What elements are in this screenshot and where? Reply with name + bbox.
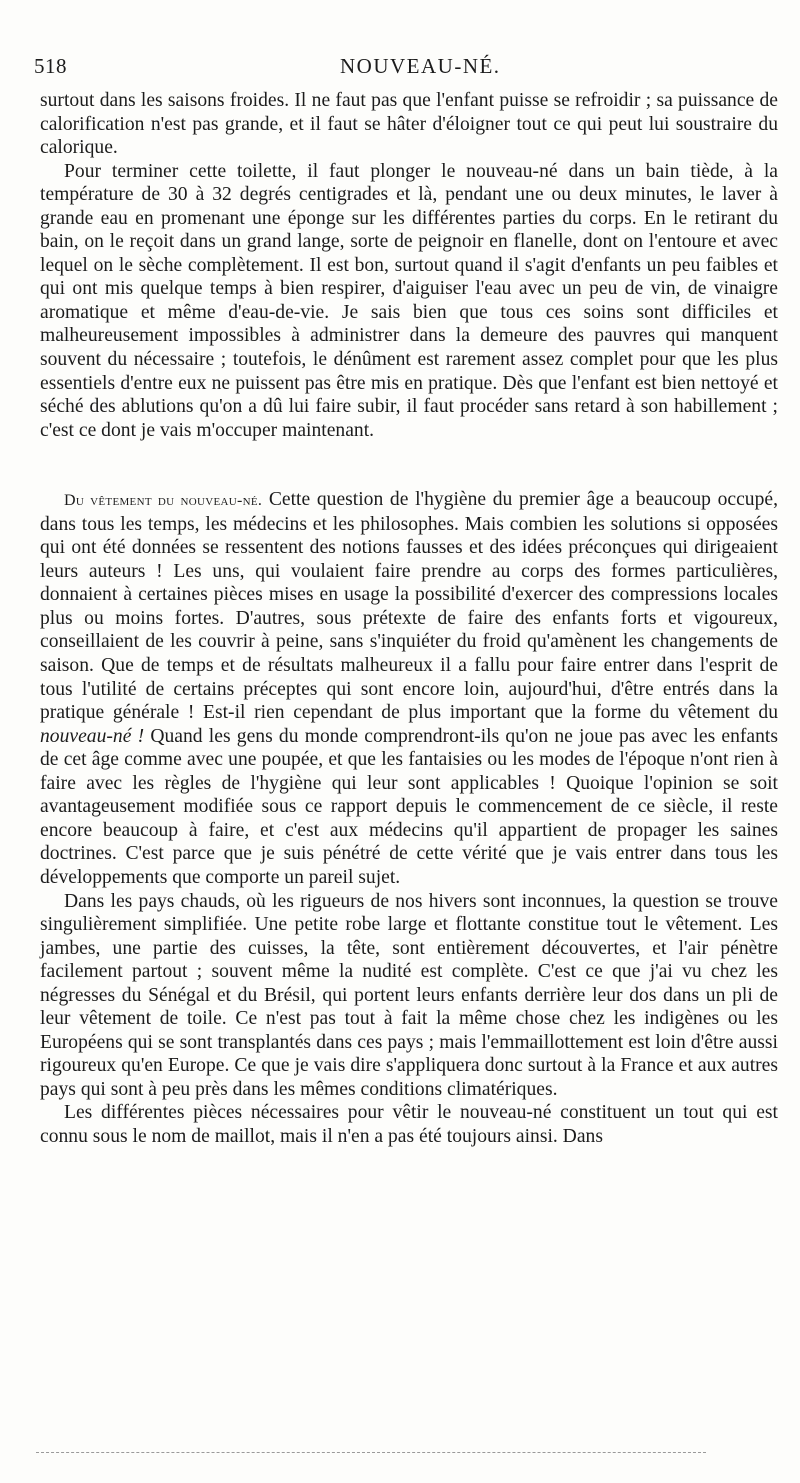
- paragraph-pays-chauds: Dans les pays chauds, où les rigueurs de nos hivers sont inconnues, la question se trouve singulièrement simplifiée. Une petite robe large et flottante constitue tout le vêtement. Les jambes, une partie des cuisses, la tête, sont entièrement découvertes, et l'air pénètre facilement partout ; souvent même la nudité est complète. C'est ce que j'ai vu chez les négresses du Sénégal et du Brésil, qui portent leurs enfants derrière leur dos dans un pli de leur vêtement de toile. Ce n'est pas tout à fait la même chose chez les indigènes ou les Européens qui se sont transplantés dans ces pays ; mais l'emmaillottement est loin d'être aussi rigoureux qu'en Europe. Ce que je vais dire s'appliquera donc surtout à la France et aux autres pays qui sont à peu près dans les mêmes conditions climatériques.: [40, 890, 778, 1100]
- paragraph-vetement-section: [40, 488, 778, 889]
- section-heading: Du vêtement du nouveau-né.: [64, 492, 263, 510]
- page-header: [34, 54, 784, 86]
- section-text-part1: Cette question de l'hygiène du premier âge a beaucoup occupé, dans tous les temps, les médecins et les philosophes. Mais combien les solutions si opposées qui ont été données se ressentent des notions fausses et des idées préconçues qui dirigeaient leurs auteurs ! Les uns, qui voulaient faire prendre au corps des formes particulières, donnaient à certaines pièces mises en usage la possibilité d'exercer des compressions locales plus ou moins fortes. D'autres, sous prétexte de faire des enfants forts et vigoureux, conseillaient de les couvrir à peine, sans s'inquiéter du froid qu'amènent les changements de saison. Que de temps et de résultats malheureux il a fallu pour faire entrer dans l'esprit de tous l'utilité de certains préceptes qui sont encore loin, aujourd'hui, d'être entrés dans la pratique générale ! Est-il rien cependant de plus important que la forme du vêtement du: [40, 489, 778, 724]
- paragraph-maillot: Les différentes pièces nécessaires pour vêtir le nouveau-né constituent un tout qui est connu sous le nom de maillot, mais il n'en a pas été toujours ainsi. Dans: [40, 1102, 778, 1147]
- paragraph-toilette: Pour terminer cette toilette, il faut plonger le nouveau-né dans un bain tiède, à la température de 30 à 32 degrés centigrades et là, pendant une ou deux minutes, le laver à grande eau en promenant une éponge sur les différentes parties du corps. En le retirant du bain, on le reçoit dans un grand lange, sorte de peignoir en flanelle, dont on l'entoure et avec lequel on le sèche complètement. Il est bon, surtout quand il s'agit d'enfants un peu faibles et qui ont mis quelque temps à bien respirer, d'aiguiser l'eau avec un peu de vin, de vinaigre aromatique et même d'eau-de-vie. Je sais bien que tous ces soins sont difficiles et malheureusement impossibles à administrer dans la demeure des pauvres qui manquent souvent du nécessaire ; toutefois, le dénûment est rarement assez complet pour que les plus essentiels d'entre eux ne puissent pas être mis en pratique. Dès que l'enfant est bien nettoyé et séché des ablutions qu'on a dû lui faire subir, il faut procéder sans retard à son habillement ; c'est ce dont je vais m'occuper maintenant.: [40, 160, 778, 441]
- footer-rule: [36, 1452, 706, 1453]
- paragraph-continuation: surtout dans les saisons froides. Il ne faut pas que l'enfant puisse se refroidir ; sa puissance de calorification n'est pas grande, et il faut se hâter d'éloigner tout ce qui peut lui soustraire du calorique.: [40, 90, 778, 159]
- body-text: [40, 89, 778, 1149]
- section-text-emphasis: nouveau-né !: [40, 725, 145, 747]
- section-text-part2: Quand les gens du monde comprendront-ils qu'on ne joue pas avec les enfants de cet âge comme avec une poupée, et que les fantaisies ou les modes de l'époque n'ont rien à faire avec les règles de l'hygiène qui leur sont applicables ! Quoique l'opinion se soit avantageusement modifiée sous ce rapport depuis le commencement de ce siècle, il reste encore beaucoup à faire, et c'est aux médecins qu'il appartient de propager les saines doctrines. C'est parce que je suis pénétré de cette vérité que je vais entrer dans tous les développements que comporte un pareil sujet.: [40, 725, 778, 888]
- page-number: 518: [34, 54, 67, 78]
- running-head: NOUVEAU-NÉ.: [340, 54, 501, 78]
